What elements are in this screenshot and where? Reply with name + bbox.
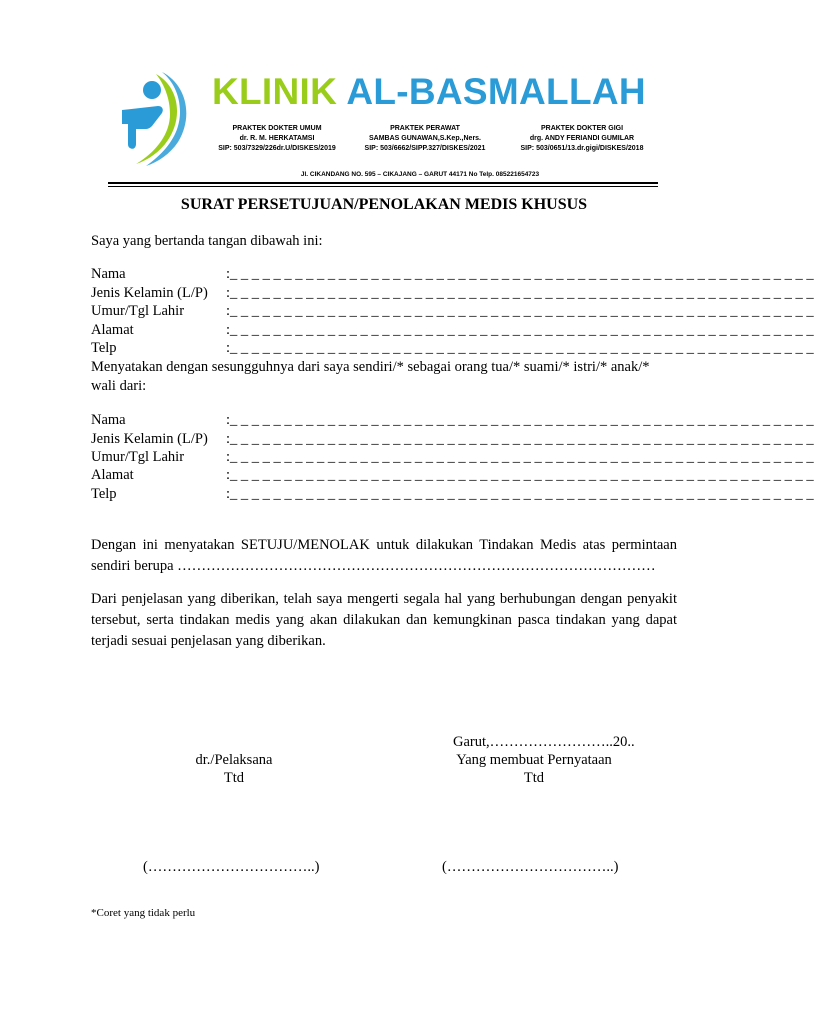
- practice-name: SAMBAS GUNAWAN,S.Kep.,Ners.: [368, 135, 482, 142]
- place-date[interactable]: Garut,……………………..20..: [453, 734, 635, 750]
- right-signer-role: Yang membuat Pernyataan: [456, 752, 612, 768]
- field-blank-telp[interactable]: :_ _ _ _ _ _ _ _ _ _ _ _ _ _ _ _ _ _ _ _ _ _ _ _ _ _ _ _ _ _ _ _ _ _ _ _ _ _ _ _ _ _ _ _ _ _ _ _ _ _ _ _ _ _: [226, 340, 814, 356]
- statement-line-1: Menyatakan dengan sesungguhnya dari saya sendiri/* sebagai orang tua/* suami/* istri/* anak/*: [91, 359, 650, 375]
- field-label-nama: Nama: [91, 266, 126, 282]
- header-divider: [108, 182, 658, 184]
- field-blank-jenis-kelamin-2[interactable]: :_ _ _ _ _ _ _ _ _ _ _ _ _ _ _ _ _ _ _ _ _ _ _ _ _ _ _ _ _ _ _ _ _ _ _ _ _ _ _ _ _ _ _ _ _ _ _ _ _ _ _ _ _ _: [226, 431, 814, 447]
- field-label-umur: Umur/Tgl Lahir: [91, 303, 185, 319]
- right-signature-blank[interactable]: (……………………………..): [442, 859, 619, 875]
- field-blank-umur-2[interactable]: :_ _ _ _ _ _ _ _ _ _ _ _ _ _ _ _ _ _ _ _ _ _ _ _ _ _ _ _ _ _ _ _ _ _ _ _ _ _ _ _ _ _ _ _ _ _ _ _ _ _ _ _ _ _: [226, 449, 814, 465]
- practice-title: PRAKTEK PERAWAT: [390, 125, 460, 132]
- field-blank-jenis-kelamin[interactable]: :_ _ _ _ _ _ _ _ _ _ _ _ _ _ _ _ _ _ _ _ _ _ _ _ _ _ _ _ _ _ _ _ _ _ _ _ _ _ _ _ _ _ _ _ _ _ _ _ _ _ _ _ _ _: [226, 285, 814, 301]
- consent-paragraph: Dengan ini menyatakan SETUJU/MENOLAK untuk dilakukan Tindakan Medis atas permintaan sendiri berupa ………………………………………………………………………………………: [91, 537, 677, 574]
- header-divider-thin: [108, 186, 658, 187]
- field-label-jenis-kelamin-2: Jenis Kelamin (L/P): [91, 431, 208, 447]
- clinic-name-part1: KLINIK: [212, 71, 338, 112]
- document-title: SURAT PERSETUJUAN/PENOLAKAN MEDIS KHUSUS: [180, 196, 588, 213]
- field-label-alamat-2: Alamat: [91, 467, 134, 483]
- practice-title: PRAKTEK DOKTER GIGI: [540, 125, 624, 132]
- field-label-nama-2: Nama: [91, 412, 126, 428]
- clinic-name: [212, 70, 646, 114]
- right-signer-ttd: Ttd: [523, 770, 545, 786]
- explanation-paragraph: Dari penjelasan yang diberikan, telah saya mengerti segala hal yang berhubungan dengan penyakit tersebut, serta tindakan medis yang akan dilakukan dan kemungkinan pasca tindakan yang dapat terjadi sesuai penjelasan yang diberikan.: [91, 591, 677, 649]
- field-label-telp: Telp: [91, 340, 117, 356]
- practice-sip: SIP: 503/6662/SIPP.327/DISKES/2021: [364, 145, 486, 152]
- field-blank-nama-2[interactable]: :_ _ _ _ _ _ _ _ _ _ _ _ _ _ _ _ _ _ _ _ _ _ _ _ _ _ _ _ _ _ _ _ _ _ _ _ _ _ _ _ _ _ _ _ _ _ _ _ _ _ _ _ _ _: [226, 412, 814, 428]
- left-signer-role: dr./Pelaksana: [195, 752, 273, 768]
- field-blank-alamat-2[interactable]: :_ _ _ _ _ _ _ _ _ _ _ _ _ _ _ _ _ _ _ _ _ _ _ _ _ _ _ _ _ _ _ _ _ _ _ _ _ _ _ _ _ _ _ _ _ _ _ _ _ _ _ _ _ _: [226, 467, 814, 483]
- field-label-alamat: Alamat: [91, 322, 134, 338]
- practice-dentist: [502, 124, 662, 154]
- field-label-jenis-kelamin: Jenis Kelamin (L/P): [91, 285, 208, 301]
- practice-title: PRAKTEK DOKTER UMUM: [232, 125, 322, 132]
- footnote: *Coret yang tidak perlu: [91, 907, 196, 919]
- field-label-umur-2: Umur/Tgl Lahir: [91, 449, 185, 465]
- clinic-address: Jl. CIKANDANG NO. 595 – CIKAJANG – GARUT 44171 No Telp. 085221654723: [300, 171, 540, 178]
- practice-sip: SIP: 503/7329/226dr.U/DISKES/2019: [218, 145, 336, 152]
- intro-text: Saya yang bertanda tangan dibawah ini:: [91, 233, 323, 249]
- field-blank-alamat[interactable]: :_ _ _ _ _ _ _ _ _ _ _ _ _ _ _ _ _ _ _ _ _ _ _ _ _ _ _ _ _ _ _ _ _ _ _ _ _ _ _ _ _ _ _ _ _ _ _ _ _ _ _ _ _ _: [226, 322, 814, 338]
- clinic-logo-icon: [118, 68, 198, 168]
- statement-line-2: wali dari:: [91, 378, 147, 394]
- practice-name: drg. ANDY FERIANDI GUMILAR: [529, 135, 635, 142]
- practice-nurse: [355, 124, 495, 154]
- practice-general: [207, 124, 347, 154]
- practice-name: dr. R. M. HERKATAMSI: [239, 135, 315, 142]
- left-signer-ttd: Ttd: [223, 770, 245, 786]
- left-signature-blank[interactable]: (……………………………..): [143, 859, 320, 875]
- field-blank-telp-2[interactable]: :_ _ _ _ _ _ _ _ _ _ _ _ _ _ _ _ _ _ _ _ _ _ _ _ _ _ _ _ _ _ _ _ _ _ _ _ _ _ _ _ _ _ _ _ _ _ _ _ _ _ _ _ _ _: [226, 486, 814, 502]
- field-blank-umur[interactable]: :_ _ _ _ _ _ _ _ _ _ _ _ _ _ _ _ _ _ _ _ _ _ _ _ _ _ _ _ _ _ _ _ _ _ _ _ _ _ _ _ _ _ _ _ _ _ _ _ _ _ _ _ _ _: [226, 303, 814, 319]
- field-blank-nama[interactable]: :_ _ _ _ _ _ _ _ _ _ _ _ _ _ _ _ _ _ _ _ _ _ _ _ _ _ _ _ _ _ _ _ _ _ _ _ _ _ _ _ _ _ _ _ _ _ _ _ _ _ _ _ _ _: [226, 266, 814, 282]
- field-label-telp-2: Telp: [91, 486, 117, 502]
- practice-sip: SIP: 503/0651/13.dr.gigi/DISKES/2018: [520, 145, 644, 152]
- clinic-name-part2: AL-BASMALLAH: [346, 71, 646, 112]
